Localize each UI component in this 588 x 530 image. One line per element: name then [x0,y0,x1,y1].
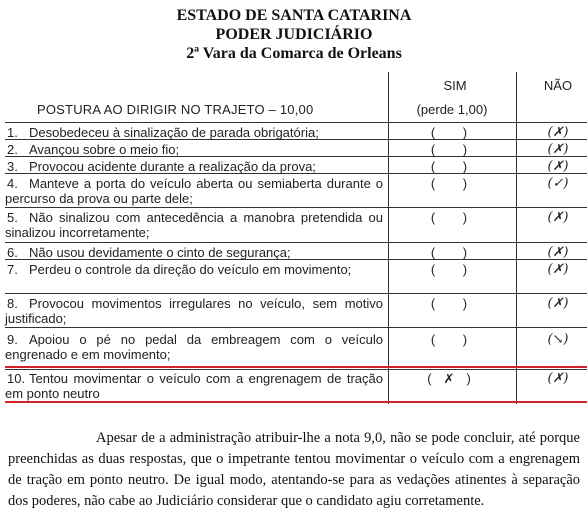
item-text: Avançou sobre o meio fio; [29,142,180,157]
item-number: 5. [7,210,18,225]
sim-checkbox: ( ) [430,176,480,191]
nao-checkbox: (✗) [547,371,569,386]
scanned-form [5,72,585,404]
nao-checkbox: (✗) [547,125,569,140]
column-sim-sublabel: (perde 1,00) [416,102,488,117]
item-number: 9. [7,332,18,347]
nao-checkbox: (✗) [547,210,569,225]
header-state: ESTADO DE SANTA CATARINA [176,7,412,24]
nao-checkbox: (✗) [547,159,569,174]
divider [5,293,587,294]
item-text: Desobedeceu à sinalização de parada obrigatória; [29,125,319,140]
item-text: Perdeu o controle da direção do veículo em movimento; [29,262,352,277]
item-number: 2. [7,142,18,157]
divider [5,122,587,123]
item-text: Não usou devidamente o cinto de segurança; [29,245,291,260]
divider [5,369,587,370]
column-nao-label: NÃO [543,78,573,93]
sim-checkbox: ( ) [430,142,480,157]
item-text: Apoiou o pé no pedal da embreagem com o veículo engrenado e em movimento; [5,332,383,362]
highlight-line-top [5,366,587,368]
item-number: 7. [7,262,18,277]
sim-checkbox: ( ) [430,332,480,347]
item-number: 6. [7,245,18,260]
header-judiciary: PODER JUDICIÁRIO [215,26,373,43]
item-text: Provocou acidente durante a realização da prova; [29,159,316,174]
nao-checkbox: (✗) [547,262,569,277]
nao-checkbox: (✗) [547,142,569,157]
body-paragraph: Apesar de a administração atribuir-lhe a nota 9,0, não se pode concluir, até porque preenchidas as duas respostas, que o impetrante tentou movimentar o veículo com a engrenagem de tração em ponto neutro. De igual modo, atentando-se para as vedações atinentes à separação dos poderes, não cabe ao Judiciário considerar que o candidato agiu corretamente. [8,430,580,509]
item-number: 10. [7,371,26,386]
item-number: 1. [7,125,18,140]
sim-checkbox: (✗) [427,371,483,386]
item-number: 4. [7,176,18,191]
sim-checkbox: ( ) [430,159,480,174]
header-court: 2ª Vara da Comarca de Orleans [186,45,402,62]
sim-checkbox: ( ) [430,125,480,140]
section-title: POSTURA AO DIRIGIR NO TRAJETO – 10,00 [37,102,314,117]
nao-checkbox: (✗) [547,245,569,260]
column-sim-label: SIM [443,78,467,93]
item-number: 3. [7,159,18,174]
item-number: 8. [7,296,18,311]
nao-checkbox: (✗) [547,296,569,311]
nao-checkbox: (↘) [547,332,569,347]
item-text: Manteve a porta do veículo aberta ou semiaberta durante o percurso da prova ou parte dele; [5,176,383,206]
nao-checkbox: (✓) [547,176,569,191]
sim-checkbox: ( ) [430,245,480,260]
highlight-line-bottom [5,401,587,403]
divider [5,327,587,328]
divider [5,242,587,243]
item-text: Tentou movimentar o veículo com a engrenagem de tração em ponto neutro [5,371,383,401]
divider [5,207,587,208]
sim-checkbox: ( ) [430,262,480,277]
item-text: Não sinalizou com antecedência a manobra pretendida ou sinalizou incorretamente; [5,210,383,240]
sim-checkbox: ( ) [430,210,480,225]
item-text: Provocou movimentos irregulares no veículo, sem motivo justificado; [5,296,383,326]
sim-checkbox: ( ) [430,296,480,311]
